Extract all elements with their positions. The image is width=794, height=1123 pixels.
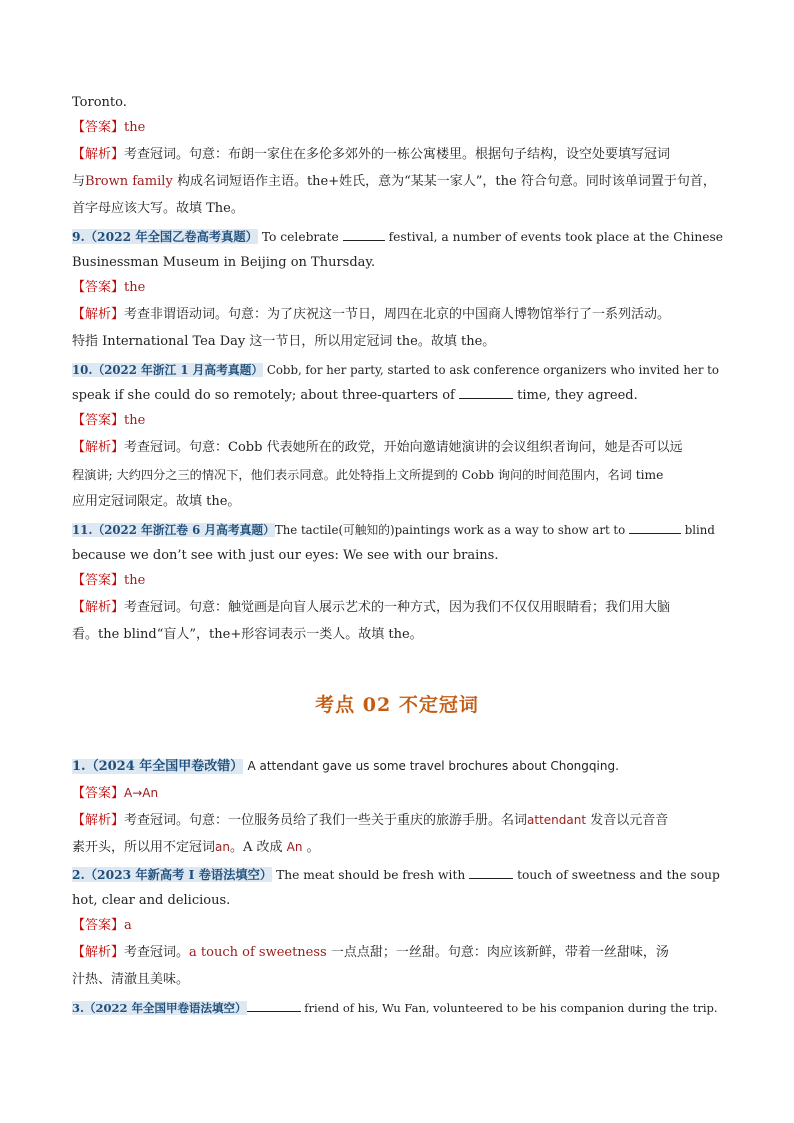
q11-question-line-1: 11.（2022 年浙江卷 6 月高考真题）The tactile(可触知的)paintings work as a way to show art to blind <box>72 523 715 537</box>
q10-question-line-1: 10.（2022 年浙江 1 月高考真题） Cobb, for her party, started to ask conference organizers who invited her to <box>72 363 719 377</box>
q11-analysis-line-1: 【解析】考查冠词。句意：触觉画是向盲人展示艺术的一种方式，因为我们不仅仅用眼睛看；我们用大脑 <box>72 600 671 615</box>
q8-analysis-line-3: 首字母应该大写。故填 The。 <box>72 201 244 216</box>
q11-question-line-2: because we don’t see with just our eyes: We see with our brains. <box>72 548 499 563</box>
q10-analysis-line-2: 程演讲; 大约四分之三的情况下，他们表示同意。此处特指上文所提到的 Cobb 询问的时间范围内，名词 time <box>72 468 664 482</box>
q8-question-tail: Toronto. <box>72 95 127 110</box>
q9-analysis-line-2: 特指 International Tea Day 这一节日，所以用定冠词 the。故填 the。 <box>72 334 496 349</box>
section-title: 考点 02 不定冠词 <box>315 694 479 716</box>
q9-answer: 【答案】the <box>72 280 146 295</box>
q10-question-line-2: speak if she could do so remotely; about three-quarters of time, they agreed. <box>72 388 638 403</box>
q11-blank <box>629 532 681 534</box>
q9-question-line-2: Businessman Museum in Beijing on Thursday. <box>72 255 376 270</box>
s2-q1-question: 1.（2024 年全国甲卷改错） A attendant gave us some travel brochures about Chongqing. <box>72 759 619 774</box>
q9-blank <box>343 239 385 241</box>
s2-q1-analysis-line-1: 【解析】考查冠词。句意：一位服务员给了我们一些关于重庆的旅游手册。名词attendant 发音以元音音 <box>72 813 669 828</box>
q9-question-line-1: 9.（2022 年全国乙卷高考真题） To celebrate festival, a number of events took place at the Chinese <box>72 229 724 244</box>
s2-q2-question-line-1: 2.（2023 年新高考 I 卷语法填空） The meat should be fresh with touch of sweetness and the soup <box>72 867 720 882</box>
s2-q2-analysis-line-2: 汁热、清澈且美味。 <box>72 972 190 987</box>
q10-answer: 【答案】the <box>72 413 146 428</box>
q8-answer: 【答案】the <box>72 120 146 135</box>
s2-q3-question: 3.（2022 年全国甲卷语法填空） friend of his, Wu Fan, volunteered to be his companion during the trip. <box>72 1001 718 1015</box>
s2-q3-blank <box>247 1010 301 1012</box>
q8-analysis-line-2: 与Brown family 构成名词短语作主语。the+姓氏，意为“某某一家人”，the 符合句意。同时该单词置于句首， <box>72 174 716 189</box>
q11-answer: 【答案】the <box>72 573 146 588</box>
s2-q2-question-line-2: hot, clear and delicious. <box>72 893 231 908</box>
q10-blank <box>459 397 513 399</box>
q9-analysis-line-1: 【解析】考查非谓语动词。句意：为了庆祝这一节日，周四在北京的中国商人博物馆举行了一系列活动。 <box>72 307 671 322</box>
q11-analysis-line-2: 看。the blind“盲人”，the+形容词表示一类人。故填 the。 <box>72 627 423 642</box>
s2-q2-analysis-line-1: 【解析】考查冠词。a touch of sweetness 一点点甜；一丝甜。句意：肉应该新鲜，带着一丝甜味，汤 <box>72 945 669 960</box>
q10-analysis-line-1: 【解析】考查冠词。句意：Cobb 代表她所在的政党，开始向邀请她演讲的会议组织者询问，她是否可以远 <box>72 440 683 455</box>
s2-q1-analysis-line-2: 素开头，所以用不定冠词an。A 改成 An 。 <box>72 840 320 855</box>
s2-q1-answer: 【答案】A→An <box>72 786 159 801</box>
q8-analysis-line-1: 【解析】考查冠词。句意：布朗一家住在多伦多郊外的一栋公寓楼里。根据句子结构，设空处要填写冠词 <box>72 147 671 162</box>
s2-q2-blank <box>469 877 513 879</box>
s2-q2-answer: 【答案】a <box>72 918 132 933</box>
q10-analysis-line-3: 应用定冠词限定。故填 the。 <box>72 494 241 509</box>
